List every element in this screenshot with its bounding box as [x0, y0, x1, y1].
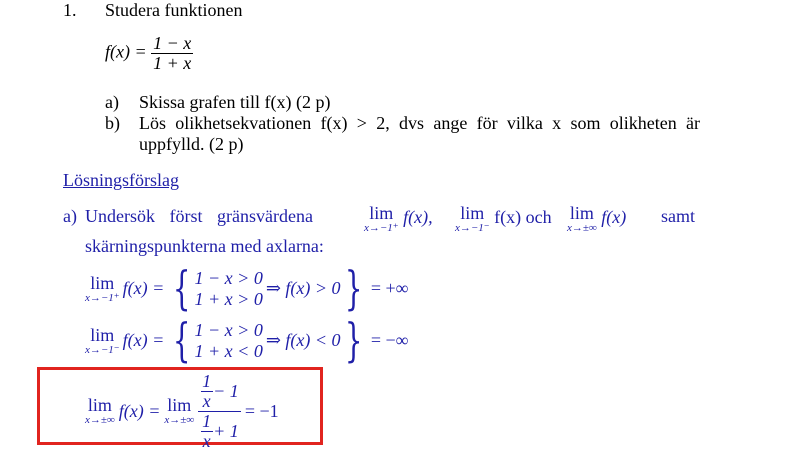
solution-a-line1-suffix: samt: [661, 206, 695, 226]
limit-3: lim x→±∞ f(x): [567, 203, 627, 234]
eq2-lhs: f(x) =: [122, 330, 165, 351]
part-a-text: Skissa grafen till f(x) (2 p): [139, 92, 331, 112]
eq1-subscript: x→−1⁺: [85, 291, 120, 304]
eq2-case-2: 1 + x < 0: [194, 340, 263, 361]
solution-a-line1: Undersök först gränsvärdena: [85, 206, 313, 226]
eq1-result: = +∞: [370, 278, 409, 299]
eq2-subscript: x→−1⁻: [85, 343, 120, 356]
eq3-num-rest: − 1: [213, 380, 239, 401]
limit-2-subscript: x→−1⁻: [455, 222, 490, 234]
function-lhs: f(x) =: [105, 41, 147, 62]
eq3-den-frac-num: 1: [202, 410, 212, 431]
eq3-subscript: x→±∞: [85, 414, 115, 427]
eq3-result: = −1: [244, 400, 279, 421]
eq3-lhs: f(x) =: [118, 400, 161, 421]
part-a-label: a): [105, 92, 119, 112]
limit-2: lim x→−1⁻ f(x) och: [455, 203, 552, 234]
function-numerator: 1 − x: [153, 33, 192, 53]
limit-2-body: f(x) och: [494, 207, 552, 228]
function-denominator: 1 + x: [153, 52, 192, 73]
limit-3-body: f(x): [601, 207, 627, 228]
solution-a-label: a): [63, 206, 77, 226]
function-fraction: [151, 34, 193, 73]
equation-limit-plus: lim x→−1⁺ f(x) = { 1 − x > 0 1 + x > 0 ⇒ f(x) > 0 } = +∞: [85, 261, 409, 316]
limit-3-subscript: x→±∞: [567, 222, 597, 234]
limit-1-body: f(x),: [403, 207, 433, 228]
part-b-label: b): [105, 113, 120, 133]
eq3-num-frac-den: x: [202, 390, 211, 411]
equation-limit-infinity: lim x→±∞ f(x) = lim x→±∞ $\frac{1}{x}$ − 1 $\frac{1}{x}$ + 1 = −1: [85, 371, 279, 451]
limit-1: lim x→−1⁺ f(x),: [364, 203, 433, 234]
part-b-line2: uppfylld. (2 p): [139, 134, 244, 154]
eq2-result: = −∞: [370, 330, 409, 351]
eq3-main-fraction: [198, 372, 241, 451]
eq1-lhs: f(x) =: [122, 278, 165, 299]
eq1-case-1: 1 − x > 0: [194, 268, 263, 288]
eq3-num-frac-num: 1: [202, 371, 212, 391]
eq2-case-1: 1 − x > 0: [194, 320, 263, 340]
eq3-den-rest: + 1: [213, 420, 239, 441]
limit-1-subscript: x→−1⁺: [364, 222, 399, 234]
solution-a-line2: skärningspunkterna med axlarna:: [85, 236, 324, 256]
eq1-implies: ⇒ f(x) > 0: [265, 278, 341, 299]
eq2-implies: ⇒ f(x) < 0: [265, 330, 341, 351]
function-definition: [105, 34, 193, 73]
eq1-case-2: 1 + x > 0: [194, 288, 263, 309]
problem-heading: Studera funktionen: [105, 0, 243, 20]
part-b-line1: Lös olikhetsekvationen f(x) > 2, dvs ange för vilka x som olikheten är: [139, 113, 700, 133]
problem-number: 1.: [63, 0, 77, 20]
equation-limit-minus: lim x→−1⁻ f(x) = { 1 − x > 0 1 + x < 0 ⇒ f(x) < 0 } = −∞: [85, 313, 409, 368]
eq3-den-frac-den: x: [202, 430, 211, 451]
solution-heading: Lösningsförslag: [63, 170, 179, 190]
eq3-inner-subscript: x→±∞: [164, 414, 195, 427]
